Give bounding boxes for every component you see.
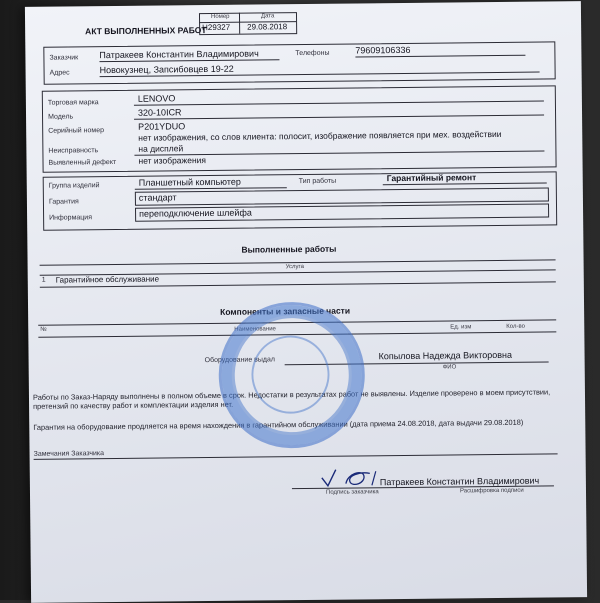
order-date: 29.08.2018 <box>247 22 288 32</box>
brand-label: Торговая марка <box>47 99 99 107</box>
warranty-value: стандарт <box>138 192 177 203</box>
serial-label: Серийный номер <box>48 127 105 135</box>
serial-value: P201YDUO <box>138 121 186 132</box>
signoff-customer-name: Патракеев Константин Владимирович <box>379 475 540 488</box>
group-label: Группа изделий <box>48 182 100 190</box>
fault-label: Неисправность <box>48 147 99 155</box>
customer-label: Заказчик <box>49 54 79 62</box>
order-number: Н29327 <box>202 22 231 33</box>
works-row-service: Гарантийное обслуживание <box>55 274 160 285</box>
document-title: АКТ ВЫПОЛНЕННЫХ РАБОТ <box>85 25 207 37</box>
warranty-statement: Гарантия на оборудование продляется на время нахождения в гарантийном обслуживании (дата приема 24.08.2018, дата выдачи 29.08.2018) <box>33 417 524 432</box>
remarks-underline <box>34 453 558 459</box>
fault-line-2: на дисплей <box>138 143 184 154</box>
parts-col-qty: Кол-во <box>506 323 525 330</box>
document-page <box>25 1 587 603</box>
information-value: переподключение шлейфа <box>139 207 252 219</box>
issued-by-label: Оборудование выдал <box>204 356 276 365</box>
warranty-label: Гарантия <box>48 198 79 206</box>
issued-by-name: Копылова Надежда Викторовна <box>378 349 513 362</box>
phone-label: Телефоны <box>295 49 330 58</box>
worktype-value: Гарантийный ремонт <box>386 172 477 184</box>
parts-col-name: Наименование <box>234 326 276 333</box>
model-label: Модель <box>48 113 74 121</box>
customer-block <box>43 41 555 84</box>
information-label: Информация <box>49 214 93 222</box>
name-caption: Расшифровка подписи <box>459 487 524 495</box>
customer-signature <box>318 465 388 496</box>
stamp-inner-ring <box>240 324 340 424</box>
group-value: Планшетный компьютер <box>138 176 241 188</box>
model-value: 320-10ICR <box>137 107 182 118</box>
acceptance-statement: Работы по Заказ-Наряду выполнены в полном объеме в срок. Недостатки в результатах работ не выявлены. Изделие проверено в моем присутствии, претензий по качеству работ и комплектации изделия нет. <box>32 387 551 411</box>
address-label: Адрес <box>49 69 70 77</box>
worktype-label: Тип работы <box>298 177 337 186</box>
parts-col-number: № <box>40 326 47 333</box>
parts-title: Компоненты и запасные части <box>220 305 351 317</box>
phone-value: 79609106336 <box>355 44 411 56</box>
customer-name: Патракеев Константин Владимирович <box>99 48 259 61</box>
address-value: Новокузнец, Запсибовцев 19-22 <box>99 63 234 76</box>
fault-line-1: нет изображения, со слов клиента: полосит, изображение появляется при мех. воздействии <box>138 128 502 143</box>
works-title: Выполненные работы <box>241 243 337 255</box>
works-row-number: 1 <box>41 276 46 284</box>
date-label: Дата <box>260 13 275 20</box>
remarks-label: Замечания Заказчика <box>33 450 105 458</box>
detected-value: нет изображения <box>138 155 207 166</box>
detected-label: Выявленный дефект <box>48 158 117 167</box>
fio-caption: ФИО <box>442 364 457 371</box>
number-date-divider <box>239 13 240 34</box>
brand-value: LENOVO <box>137 93 176 104</box>
signature-caption: Подпись заказчика <box>325 489 379 496</box>
parts-col-unit: Ед. изм <box>450 324 472 331</box>
number-label: Номер <box>210 13 230 20</box>
service-header: Услуга <box>285 264 304 271</box>
